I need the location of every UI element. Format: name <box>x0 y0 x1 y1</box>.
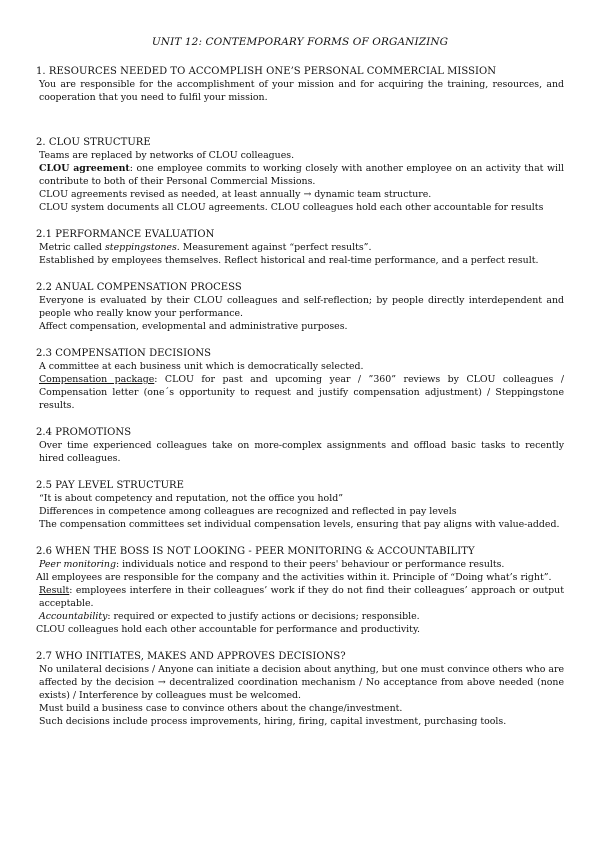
section-2-3-heading: 2.3 COMPENSATION DECISIONS <box>36 348 212 359</box>
section-2-6-paragraph-3 <box>36 584 564 610</box>
section-2-6-heading: 2.6 WHEN THE BOSS IS NOT LOOKING - PEER MONITORING & ACCOUNTABILITY <box>36 546 475 557</box>
result-term: Result <box>39 585 70 596</box>
section-2-1-paragraph-1 <box>36 241 564 254</box>
section-2-7 <box>36 650 564 728</box>
clou-agreement-definition: : one employee commits to working closely with another employee on an activity that will contribute to both of their Personal Commercial Missions. <box>39 163 564 187</box>
section-2-1-paragraph-2: Established by employees themselves. Reflect historical and real-time performance, and a perfect result. <box>39 255 539 266</box>
section-2-3-paragraph-1: A committee at each business unit which is democratically selected. <box>39 361 364 372</box>
section-1-paragraph: You are responsible for the accomplishment of your mission and for acquiring the training, resources, and cooperation that you need to fulfil your mission. <box>39 79 564 103</box>
unit-title: UNIT 12: CONTEMPORARY FORMS OF ORGANIZING <box>151 36 449 48</box>
section-2-3 <box>36 347 564 412</box>
accountability-definition: : required or expected to justify actions or decisions; responsible. <box>107 611 420 622</box>
section-1 <box>36 65 564 104</box>
section-2-7-heading: 2.7 WHO INITIATES, MAKES AND APPROVES DECISIONS? <box>36 651 346 662</box>
section-2-4-paragraph-1: Over time experienced colleagues take on more-complex assignments and offload basic tasks to recently hired colleagues. <box>39 440 564 464</box>
accountability-term: Accountability <box>39 611 108 622</box>
peer-monitoring-definition: : individuals notice and respond to their peers' behaviour or performance results. <box>115 559 505 570</box>
section-2-5-heading: 2.5 PAY LEVEL STRUCTURE <box>36 480 184 491</box>
section-2-6-paragraph-1 <box>36 558 564 571</box>
section-2-paragraph-1: Teams are replaced by networks of CLOU colleagues. <box>39 150 295 161</box>
section-2-6-paragraph-5: CLOU colleagues hold each other accountable for performance and productivity. <box>36 624 420 635</box>
section-2-2-heading: 2.2 ANUAL COMPENSATION PROCESS <box>36 282 242 293</box>
section-2-5-paragraph-2: Differences in competence among colleagues are recognized and reflected in pay levels <box>39 506 457 517</box>
section-2-heading: 2. CLOU STRUCTURE <box>36 137 151 148</box>
measurement-text: . Measurement against “perfect results”. <box>176 242 372 253</box>
steppingstones-term: steppingstones <box>105 242 177 253</box>
compensation-package-definition: : CLOU for past and upcoming year / ”360” reviews by CLOU colleagues / Compensation letter (one´s opportunity to request and justify compensation adjustment) / Steppingstone results. <box>39 374 564 411</box>
section-2-1-heading: 2.1 PERFORMANCE EVALUATION <box>36 229 215 240</box>
section-2-3-paragraph-2 <box>36 373 564 412</box>
section-2-2-paragraph-2: Affect compensation, evelopmental and administrative purposes. <box>39 321 348 332</box>
compensation-package-term: Compensation package <box>39 374 155 385</box>
section-2-1 <box>36 228 564 267</box>
section-2-5 <box>36 479 564 531</box>
section-2-4-heading: 2.4 PROMOTIONS <box>36 427 132 438</box>
section-2-2-paragraph-1: Everyone is evaluated by their CLOU colleagues and self-reflection; by people directly interdependent and people who really know your performance. <box>39 295 564 319</box>
section-2-paragraph-3: CLOU agreements revised as needed, at least annually → dynamic team structure. <box>39 189 432 200</box>
section-2-6 <box>36 545 564 636</box>
document-page <box>36 30 564 742</box>
section-2-6-paragraph-2: All employees are responsible for the company and the activities within it. Principle of “Doing what’s right”. <box>36 572 552 583</box>
clou-agreement-term: CLOU agreement <box>39 163 130 174</box>
section-2-paragraph-4: CLOU system documents all CLOU agreements. CLOU colleagues hold each other accountable for results <box>39 202 544 213</box>
section-2-7-paragraph-3: Such decisions include process improvements, hiring, firing, capital investment, purchasing tools. <box>39 716 507 727</box>
metric-text: Metric called <box>39 242 105 253</box>
section-1-heading: 1. RESOURCES NEEDED TO ACCOMPLISH ONE’S PERSONAL COMMERCIAL MISSION <box>36 66 497 77</box>
section-2-5-paragraph-1: “It is about competency and reputation, not the office you hold” <box>39 493 343 504</box>
section-2 <box>36 136 564 214</box>
section-2-7-paragraph-1: No unilateral decisions / Anyone can initiate a decision about anything, but one must convince others who are affected by the decision → decentralized coordination mechanism / No acceptance from above needed (none exists) / Interference by colleagues must be welcomed. <box>39 664 564 701</box>
section-2-4 <box>36 426 564 465</box>
section-2-2 <box>36 281 564 333</box>
section-2-paragraph-2 <box>36 162 564 188</box>
section-2-7-paragraph-2: Must build a business case to convince others about the change/investment. <box>39 703 403 714</box>
result-definition: : employees interfere in their colleagues’ work if they do not find their colleagues’ approach or output acceptable. <box>39 585 564 609</box>
peer-monitoring-term: Peer monitoring <box>39 559 116 570</box>
section-2-5-paragraph-3: The compensation committees set individual compensation levels, ensuring that pay aligns with value-added. <box>39 519 560 530</box>
section-2-6-paragraph-4 <box>36 610 564 623</box>
